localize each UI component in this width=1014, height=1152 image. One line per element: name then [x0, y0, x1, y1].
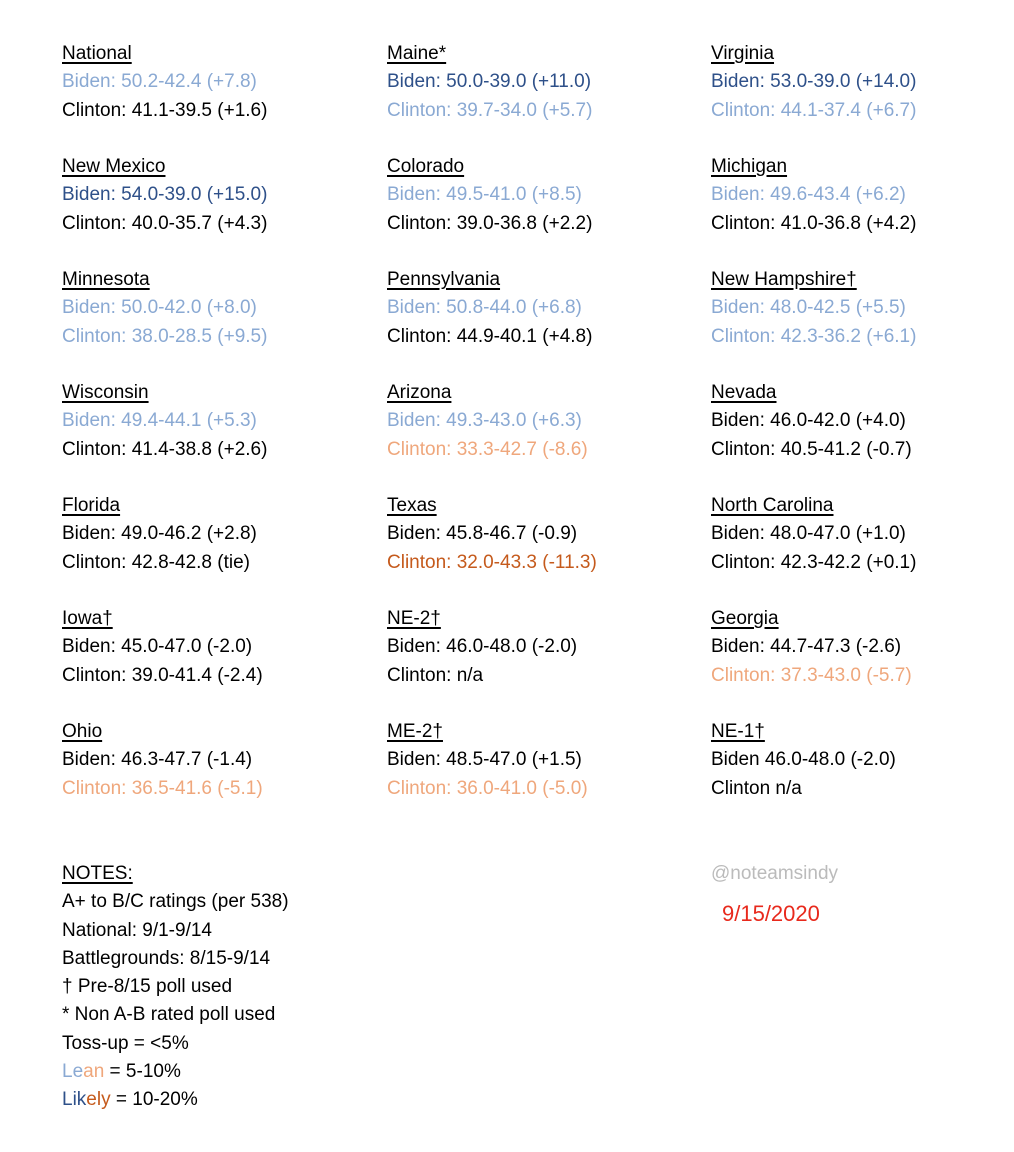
biden-result: Biden: 48.5-47.0 (+1.5)	[387, 749, 582, 771]
clinton-result: Clinton: 36.0-41.0 (-5.0)	[387, 777, 588, 799]
clinton-result: Clinton: 40.0-35.7 (+4.3)	[62, 212, 268, 234]
poll-entry	[711, 266, 916, 379]
state-name: Maine*	[387, 43, 447, 64]
poll-entry	[62, 492, 267, 605]
clinton-result: Clinton: 41.4-38.8 (+2.6)	[62, 438, 268, 460]
poll-entry	[62, 40, 267, 153]
state-name: NE-1†	[711, 721, 765, 742]
biden-result: Biden: 49.6-43.4 (+6.2)	[711, 184, 906, 206]
poll-entry	[387, 153, 597, 266]
poll-entry	[387, 718, 597, 831]
biden-result: Biden: 50.0-39.0 (+11.0)	[387, 71, 592, 93]
notes-heading: NOTES:	[62, 863, 133, 884]
notes-likely-legend	[62, 1086, 289, 1114]
poll-entry	[62, 718, 267, 831]
clinton-result: Clinton: 41.0-36.8 (+4.2)	[711, 212, 917, 234]
poll-entry	[387, 492, 597, 605]
biden-result: Biden 46.0-48.0 (-2.0)	[711, 749, 896, 771]
column-3	[711, 40, 916, 831]
state-name: Arizona	[387, 382, 452, 403]
poll-entry	[387, 605, 597, 718]
biden-result: Biden: 49.5-41.0 (+8.5)	[387, 184, 582, 206]
biden-result: Biden: 48.0-47.0 (+1.0)	[711, 523, 906, 545]
clinton-result: Clinton: 42.8-42.8 (tie)	[62, 551, 250, 573]
poll-entry	[711, 379, 916, 492]
lean-range: = 5-10%	[104, 1061, 181, 1083]
state-name: Ohio	[62, 721, 103, 742]
poll-entry	[711, 718, 916, 831]
biden-result: Biden: 46.0-42.0 (+4.0)	[711, 410, 906, 432]
state-name: Wisconsin	[62, 382, 149, 403]
clinton-result: Clinton: 39.0-36.8 (+2.2)	[387, 212, 593, 234]
state-name: ME-2†	[387, 721, 443, 742]
poll-entry	[711, 492, 916, 605]
clinton-result: Clinton: 44.9-40.1 (+4.8)	[387, 325, 593, 347]
clinton-result: Clinton: 33.3-42.7 (-8.6)	[387, 438, 588, 460]
state-name: Iowa†	[62, 608, 113, 629]
poll-entry	[711, 40, 916, 153]
clinton-result: Clinton: 44.1-37.4 (+6.7)	[711, 99, 917, 121]
lean-rep-swatch-text: an	[83, 1061, 105, 1083]
publish-date: 9/15/2020	[722, 901, 820, 926]
poll-entry	[62, 379, 267, 492]
clinton-result: Clinton: 39.7-34.0 (+5.7)	[387, 99, 593, 121]
notes-lean-legend	[62, 1058, 289, 1086]
poll-entry	[711, 605, 916, 718]
notes-line: † Pre-8/15 poll used	[62, 976, 233, 998]
state-name: Georgia	[711, 608, 779, 629]
clinton-result: Clinton: 42.3-36.2 (+6.1)	[711, 325, 917, 347]
likely-dem-swatch-text: Lik	[62, 1089, 87, 1111]
notes-line: * Non A-B rated poll used	[62, 1004, 276, 1026]
biden-result: Biden: 49.4-44.1 (+5.3)	[62, 410, 257, 432]
notes-section	[62, 860, 289, 1115]
biden-result: Biden: 49.0-46.2 (+2.8)	[62, 523, 257, 545]
clinton-result: Clinton: 41.1-39.5 (+1.6)	[62, 99, 268, 121]
state-name: Nevada	[711, 382, 777, 403]
biden-result: Biden: 46.3-47.7 (-1.4)	[62, 749, 253, 771]
biden-result: Biden: 45.8-46.7 (-0.9)	[387, 523, 578, 545]
poll-entry	[387, 266, 597, 379]
state-name: Texas	[387, 495, 437, 516]
column-2	[387, 40, 597, 831]
state-name: Minnesota	[62, 269, 150, 290]
poll-entry	[62, 605, 267, 718]
biden-result: Biden: 49.3-43.0 (+6.3)	[387, 410, 582, 432]
state-name: North Carolina	[711, 495, 834, 516]
notes-line: National: 9/1-9/14	[62, 919, 212, 941]
notes-line: Toss-up = <5%	[62, 1032, 189, 1054]
biden-result: Biden: 53.0-39.0 (+14.0)	[711, 71, 917, 93]
biden-result: Biden: 50.2-42.4 (+7.8)	[62, 71, 257, 93]
biden-result: Biden: 48.0-42.5 (+5.5)	[711, 297, 906, 319]
lean-dem-swatch-text: Le	[62, 1061, 84, 1083]
author-handle: @noteamsindy	[711, 863, 839, 884]
clinton-result: Clinton: 39.0-41.4 (-2.4)	[62, 664, 263, 686]
clinton-result: Clinton: 37.3-43.0 (-5.7)	[711, 664, 912, 686]
state-name: Michigan	[711, 156, 788, 177]
state-name: Virginia	[711, 43, 775, 64]
state-name: New Mexico	[62, 156, 166, 177]
notes-line: A+ to B/C ratings (per 538)	[62, 891, 289, 913]
clinton-result: Clinton: n/a	[387, 664, 484, 686]
biden-result: Biden: 50.8-44.0 (+6.8)	[387, 297, 582, 319]
state-name: NE-2†	[387, 608, 441, 629]
clinton-result: Clinton n/a	[711, 777, 802, 799]
state-name: New Hampshire†	[711, 269, 857, 290]
biden-result: Biden: 45.0-47.0 (-2.0)	[62, 636, 253, 658]
poll-entry	[387, 379, 597, 492]
poll-entry	[62, 153, 267, 266]
poll-entry	[711, 153, 916, 266]
biden-result: Biden: 46.0-48.0 (-2.0)	[387, 636, 578, 658]
column-1	[62, 40, 267, 831]
clinton-result: Clinton: 40.5-41.2 (-0.7)	[711, 438, 912, 460]
clinton-result: Clinton: 38.0-28.5 (+9.5)	[62, 325, 268, 347]
biden-result: Biden: 44.7-47.3 (-2.6)	[711, 636, 902, 658]
clinton-result: Clinton: 42.3-42.2 (+0.1)	[711, 551, 917, 573]
likely-range: = 10-20%	[110, 1089, 198, 1111]
state-name: Florida	[62, 495, 121, 516]
notes-line: Battlegrounds: 8/15-9/14	[62, 947, 271, 969]
state-name: National	[62, 43, 132, 64]
poll-entry	[387, 40, 597, 153]
clinton-result: Clinton: 32.0-43.3 (-11.3)	[387, 551, 597, 573]
state-name: Pennsylvania	[387, 269, 501, 290]
biden-result: Biden: 50.0-42.0 (+8.0)	[62, 297, 257, 319]
poll-entry	[62, 266, 267, 379]
likely-rep-swatch-text: ely	[86, 1089, 111, 1111]
state-name: Colorado	[387, 156, 465, 177]
clinton-result: Clinton: 36.5-41.6 (-5.1)	[62, 777, 263, 799]
biden-result: Biden: 54.0-39.0 (+15.0)	[62, 184, 268, 206]
